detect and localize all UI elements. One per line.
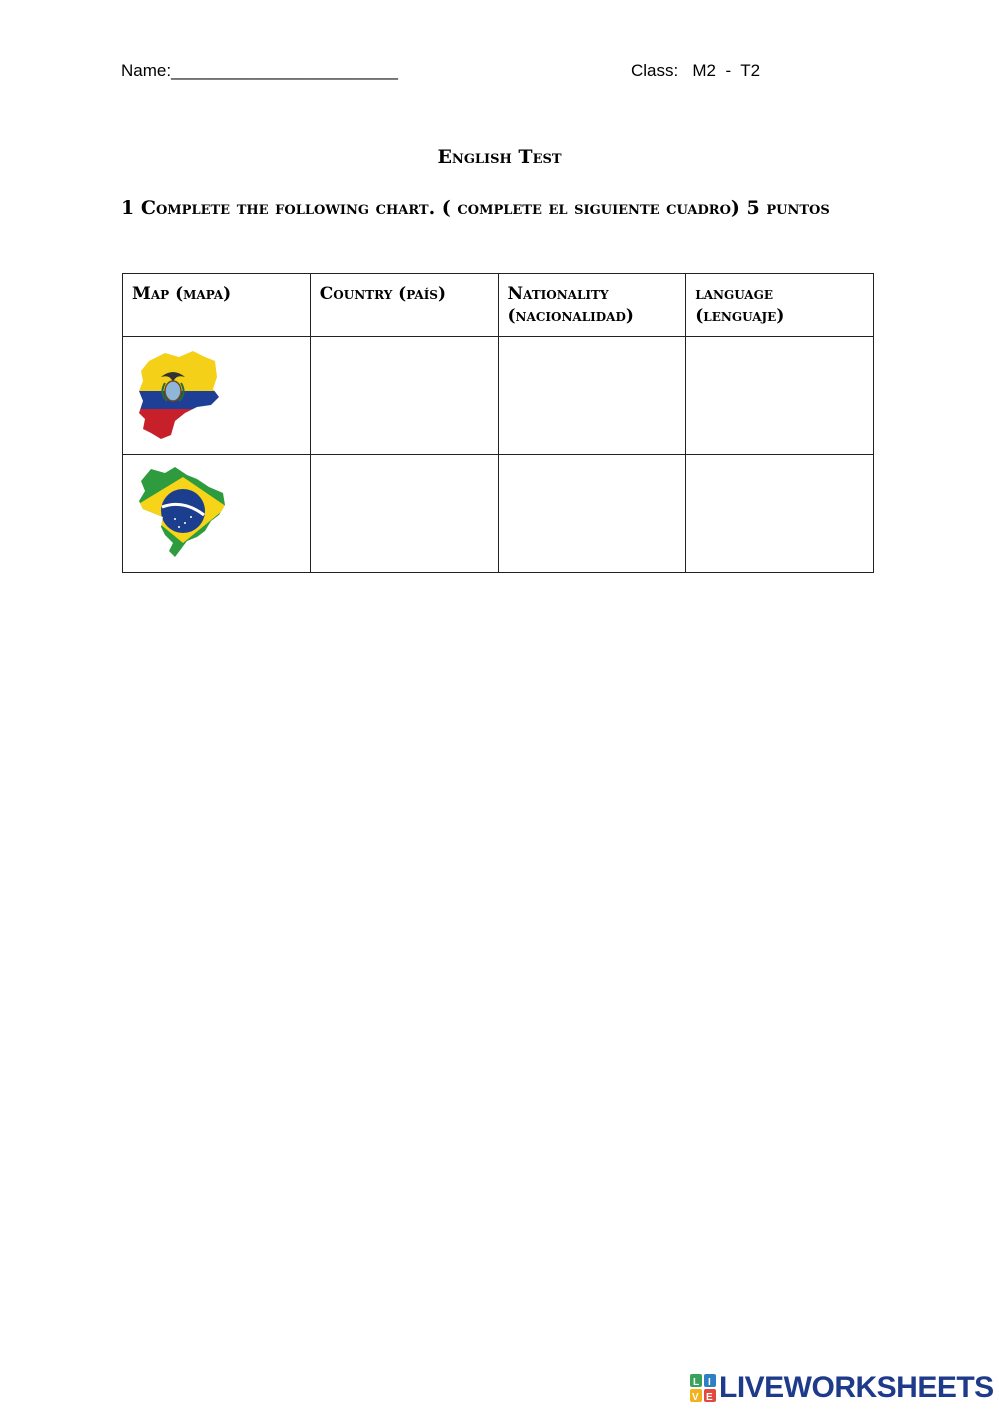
country-answer-cell[interactable]: [310, 455, 498, 573]
brazil-flag-map-icon: [135, 465, 227, 560]
table-row: [123, 455, 874, 573]
svg-text:V: V: [692, 1392, 699, 1402]
svg-text:L: L: [693, 1377, 700, 1388]
column-header-country: Country (país): [310, 274, 498, 337]
ecuador-flag-map-icon: [135, 347, 225, 442]
svg-text:E: E: [706, 1392, 713, 1402]
country-chart-table: [122, 273, 874, 573]
table-header-row: [123, 274, 874, 337]
page-title: English Test: [437, 146, 562, 168]
liveworksheets-logo-icon: [690, 1374, 716, 1402]
map-cell: [123, 337, 311, 455]
liveworksheets-brand-text: LIVEWORKSHEETS: [719, 1371, 994, 1404]
map-cell: [123, 455, 311, 573]
column-header-language: language (lenguaje): [686, 274, 874, 337]
language-answer-cell[interactable]: [686, 455, 874, 573]
country-answer-cell[interactable]: [310, 337, 498, 455]
language-answer-cell[interactable]: [686, 337, 874, 455]
column-header-nationality: Nationality (nacionalidad): [498, 274, 686, 337]
name-field-label: Name:________________________: [121, 61, 398, 80]
class-label: Class: M2 - T2: [631, 61, 761, 80]
nationality-answer-cell[interactable]: [498, 337, 686, 455]
table-row: [123, 337, 874, 455]
liveworksheets-logo: [690, 1371, 994, 1405]
nationality-answer-cell[interactable]: [498, 455, 686, 573]
column-header-map: Map (mapa): [123, 274, 311, 337]
exercise-instruction: 1 Complete the following chart. ( complete el siguiente cuadro) 5 puntos: [121, 197, 830, 219]
svg-text:I: I: [708, 1377, 711, 1388]
